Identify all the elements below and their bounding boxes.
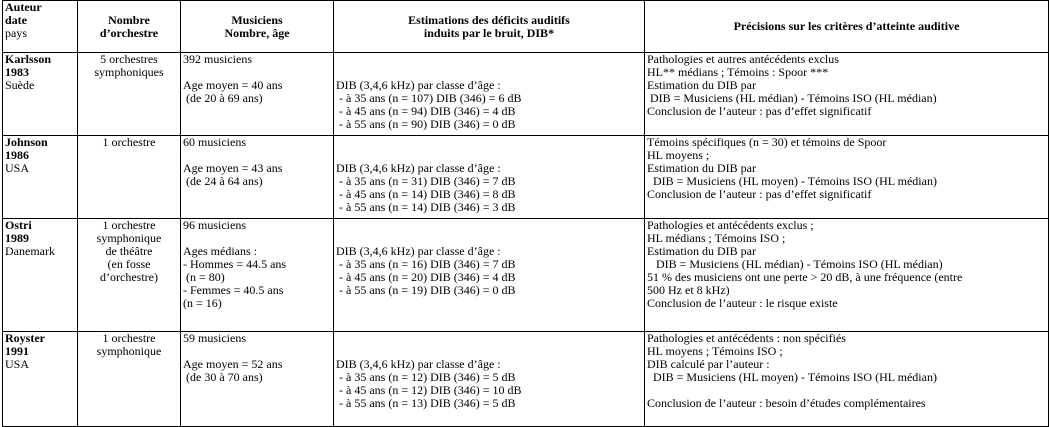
orchestra-line: symphonique: [96, 231, 162, 245]
header-criteria: Précisions sur les critères d’atteinte auditive: [645, 1, 1049, 53]
study-country: Danemark: [5, 244, 55, 258]
musicians-line: Age moyen = 40 ans: [183, 78, 283, 92]
musicians-line: 59 musiciens: [183, 331, 246, 345]
musicians-cell: [181, 136, 334, 219]
dib-spacer: [336, 219, 642, 245]
header-orchestra: [78, 1, 181, 53]
orchestra-line: de théâtre: [105, 244, 153, 258]
author-cell: [3, 332, 78, 427]
criteria-line: HL** médians ; Témoins : Spoor ***: [647, 65, 829, 79]
musicians-line: 392 musiciens: [183, 52, 252, 66]
criteria-line: HL moyens ;: [647, 148, 710, 162]
table-row: [3, 219, 1049, 332]
criteria-line: Conclusion de l’auteur : besoin d’études complémentaires: [647, 396, 926, 410]
musicians-cell: [181, 219, 334, 332]
musicians-line: Age moyen = 43 ans: [183, 161, 283, 175]
author-name: Ostri: [5, 218, 32, 232]
dib-line: - à 35 ans (n = 107) DIB (346) = 6 dB: [336, 91, 522, 105]
author-cell: [3, 53, 78, 136]
criteria-line: Témoins spécifiques (n = 30) et témoins de Spoor: [647, 135, 887, 149]
musicians-line: Ages médians :: [183, 244, 257, 258]
criteria-line: Pathologies et autres antécédents exclus: [647, 52, 839, 66]
study-year: 1989: [5, 231, 29, 245]
dib-cell: [334, 53, 645, 136]
dib-cell: [334, 136, 645, 219]
orchestra-line: 1 orchestre: [102, 218, 156, 232]
header-author-country: pays: [5, 26, 27, 40]
study-year: 1983: [5, 65, 29, 79]
musicians-cell: [181, 53, 334, 136]
criteria-cell: [645, 53, 1049, 136]
criteria-line: HL moyens ; Témoins ISO ;: [647, 344, 783, 358]
studies-table: [2, 0, 1049, 427]
author-cell: [3, 136, 78, 219]
criteria-line: DIB = Musiciens (HL moyen) - Témoins ISO (HL médian): [647, 174, 937, 188]
header-dib-line: Estimations des déficits auditifs: [408, 12, 570, 27]
orchestra-cell: [78, 136, 181, 219]
orchestra-cell: [78, 332, 181, 427]
orchestra-cell: [78, 219, 181, 332]
musicians-line: - Hommes = 44.5 ans: [183, 257, 287, 271]
header-musicians-line: Nombre, âge: [224, 25, 290, 40]
dib-spacer: [336, 136, 642, 162]
study-year: 1986: [5, 148, 29, 162]
study-country: USA: [5, 357, 30, 371]
header-dib: [334, 1, 645, 53]
dib-line: - à 35 ans (n = 31) DIB (346) = 7 dB: [336, 174, 516, 188]
dib-spacer: [336, 53, 642, 79]
dib-line: - à 45 ans (n = 94) DIB (346) = 4 dB: [336, 104, 516, 118]
header-musicians-line: Musiciens: [231, 12, 283, 27]
table-row: [3, 332, 1049, 427]
musicians-line: 60 musiciens: [183, 135, 246, 149]
table-row: [3, 53, 1049, 136]
criteria-line: Conclusion de l’auteur : le risque existe: [647, 296, 838, 310]
criteria-line: DIB = Musiciens (HL moyen) - Témoins ISO (HL médian): [647, 370, 937, 384]
author-name: Karlsson: [5, 52, 52, 66]
study-year: 1991: [5, 344, 29, 358]
criteria-line: Estimation du DIB par: [647, 161, 756, 175]
criteria-line: Pathologies et antécédents : non spécifiés: [647, 331, 846, 345]
header-dib-line: induits par le bruit, DIB*: [423, 25, 555, 40]
criteria-cell: [645, 219, 1049, 332]
study-country: Suède: [5, 78, 35, 92]
dib-line: - à 45 ans (n = 14) DIB (346) = 8 dB: [336, 187, 516, 201]
author-name: Royster: [5, 331, 45, 345]
dib-line: DIB (3,4,6 kHz) par classe d’âge :: [336, 357, 501, 371]
musicians-cell: [181, 332, 334, 427]
criteria-line: Conclusion de l’auteur : pas d’effet significatif: [647, 187, 872, 201]
study-country: USA: [5, 161, 30, 175]
dib-line: - à 45 ans (n = 20) DIB (346) = 4 dB: [336, 270, 516, 284]
criteria-line: DIB = Musiciens (HL médian) - Témoins ISO (HL médian): [647, 257, 943, 271]
criteria-line: DIB = Musiciens (HL médian) - Témoins ISO (HL médian): [647, 91, 937, 105]
header-row: [3, 1, 1049, 53]
orchestra-line: 1 orchestre: [102, 331, 156, 345]
criteria-line: 500 Hz et 8 kHz): [647, 283, 730, 297]
orchestra-line: symphoniques: [94, 65, 164, 79]
header-orchestra-line: Nombre: [108, 12, 150, 27]
header-musicians: [181, 1, 334, 53]
author-name: Johnson: [5, 135, 48, 149]
criteria-line: Estimation du DIB par: [647, 244, 756, 258]
dib-line: DIB (3,4,6 kHz) par classe d’âge :: [336, 78, 501, 92]
musicians-line: (de 24 à 64 ans): [183, 174, 263, 188]
criteria-cell: [645, 332, 1049, 427]
author-cell: [3, 219, 78, 332]
musicians-line: (n = 80): [183, 270, 225, 284]
criteria-cell: [645, 136, 1049, 219]
orchestra-line: 1 orchestre: [102, 135, 156, 149]
criteria-line: Pathologies et antécédents exclus ;: [647, 218, 814, 232]
dib-line: DIB (3,4,6 kHz) par classe d’âge :: [336, 161, 501, 175]
orchestra-line: (en fosse: [107, 257, 151, 271]
criteria-line: 51 % des musiciens ont une perte > 20 dB, à une fréquence (entre: [647, 270, 963, 284]
dib-line: - à 45 ans (n = 12) DIB (346) = 10 dB: [336, 383, 522, 397]
musicians-line: Age moyen = 52 ans: [183, 357, 283, 371]
dib-cell: [334, 332, 645, 427]
dib-cell: [334, 219, 645, 332]
musicians-line: (de 20 à 69 ans): [183, 91, 263, 105]
header-author-line: date: [5, 13, 27, 27]
orchestra-line: 5 orchestres: [100, 52, 158, 66]
dib-line: - à 55 ans (n = 90) DIB (346) = 0 dB: [336, 117, 516, 131]
musicians-line: 96 musiciens: [183, 218, 246, 232]
criteria-line: DIB calculé par l’auteur :: [647, 357, 770, 371]
criteria-line: Conclusion de l’auteur : pas d’effet significatif: [647, 104, 872, 118]
criteria-line: Estimation du DIB par: [647, 78, 756, 92]
header-author-line: Auteur: [5, 0, 42, 14]
musicians-line: (de 30 à 70 ans): [183, 370, 263, 384]
orchestra-line: d’orchestre): [100, 270, 158, 284]
criteria-line: HL médians ; Témoins ISO ;: [647, 231, 786, 245]
orchestra-line: symphonique: [96, 344, 162, 358]
dib-line: - à 35 ans (n = 12) DIB (346) = 5 dB: [336, 370, 516, 384]
orchestra-cell: [78, 53, 181, 136]
dib-line: - à 55 ans (n = 19) DIB (346) = 0 dB: [336, 283, 516, 297]
dib-line: - à 35 ans (n = 16) DIB (346) = 7 dB: [336, 257, 516, 271]
musicians-line: - Femmes = 40.5 ans: [183, 283, 284, 297]
header-orchestra-line: d’orchestre: [99, 25, 159, 40]
dib-line: - à 55 ans (n = 14) DIB (346) = 3 dB: [336, 200, 516, 214]
header-author: [3, 1, 78, 53]
musicians-line: (n = 16): [183, 296, 222, 310]
table-row: [3, 136, 1049, 219]
dib-line: DIB (3,4,6 kHz) par classe d’âge :: [336, 244, 501, 258]
dib-line: - à 55 ans (n = 13) DIB (346) = 5 dB: [336, 396, 516, 410]
dib-spacer: [336, 332, 642, 358]
